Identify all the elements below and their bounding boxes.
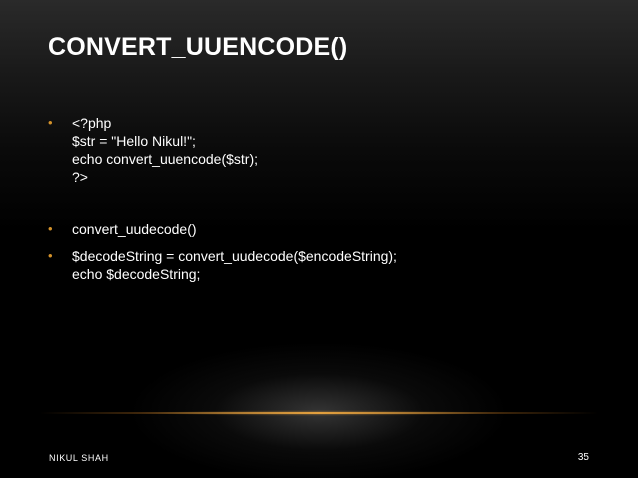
- code-line: $decodeString = convert_uudecode($encodeString);: [72, 248, 397, 264]
- decorative-glow-line: [40, 412, 598, 414]
- code-line: ?>: [72, 169, 88, 185]
- bullet-item-php-code: [46, 114, 586, 186]
- footer-author: NIKUL SHAH: [49, 453, 109, 463]
- slide-title: CONVERT_UUENCODE(): [48, 33, 348, 61]
- bullet-marker-icon: •: [48, 248, 53, 263]
- code-line: convert_uudecode(): [72, 221, 197, 237]
- bullet-marker-icon: •: [48, 115, 53, 130]
- code-line: echo $decodeString;: [72, 266, 201, 282]
- bullet-list: [46, 114, 586, 283]
- code-line: echo convert_uuencode($str);: [72, 151, 258, 167]
- bullet-marker-icon: •: [48, 221, 53, 236]
- slide-number: 35: [577, 452, 589, 463]
- bullet-item-uudecode: [46, 220, 586, 238]
- code-line: <?php: [72, 115, 112, 131]
- code-line: $str = "Hello Nikul!";: [72, 133, 196, 149]
- bullet-item-decode-string: [46, 247, 586, 283]
